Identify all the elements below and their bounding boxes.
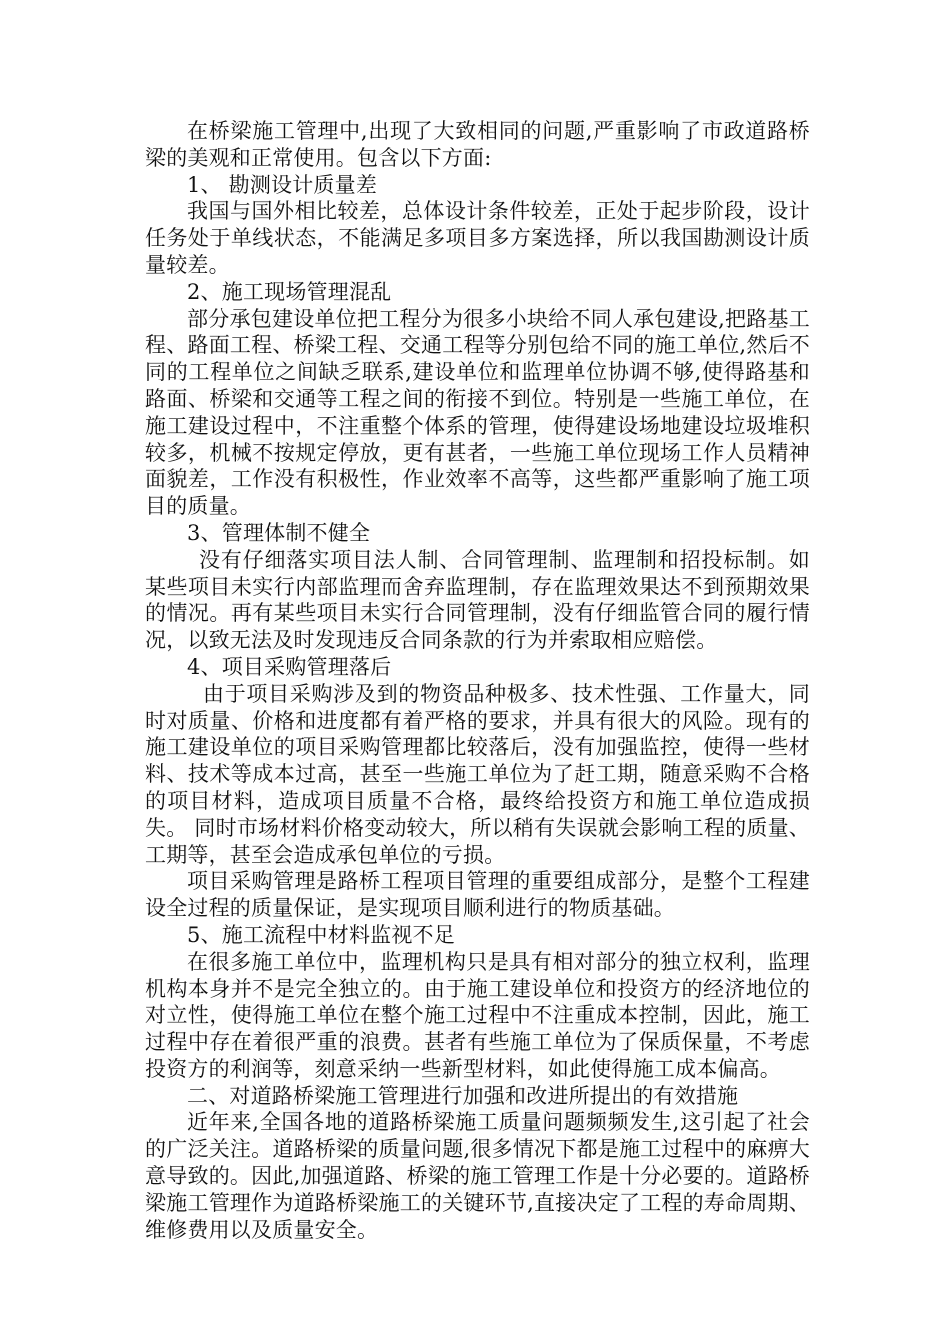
paragraph-section-two: 近年来,全国各地的道路桥梁施工质量问题频频发生,这引起了社会的广泛关注。道路桥梁的质量问题,很多情况下都是施工过程中的麻痹大意导致的。因此,加强道路、桥梁的施工管理工作是十分必要的。道路桥梁施工管理作为道路桥梁施工的关键环节,直接决定了工程的寿命周期、维修费用以及质量安全。 (145, 1110, 810, 1242)
heading-survey-design: 1、 勘测设计质量差 (187, 172, 378, 197)
paragraph-procurement: 由于项目采购涉及到的物资品种极多、技术性强、工作量大，同时对质量、价格和进度都有着严格的要求，并具有很大的风险。现有的施工建设单位的项目采购管理都比较落后，没有加强监控，使得一些材料、技术等成本过高，甚至一些施工单位为了赶工期，随意采购不合格的项目材料，造成项目质量不合格，最终给投资方和施工单位造成损失。 同时市场材料价格变动较大，所以稍有失误就会影响工程的质量、工期等，甚至会造成承包单位的亏损。 (145, 681, 810, 867)
paragraph-material-supervision: 在很多施工单位中，监理机构只是具有相对部分的独立权利，监理机构本身并不是完全独立的。由于施工建设单位和投资方的经济地位的对立性，使得施工单位在整个施工过程中不注重成本控制，因此，施工过程中存在着很严重的浪费。甚者有些施工单位为了保质保量，不考虑投资方的利润等，刻意采纳一些新型材料，如此使得施工成本偏高。 (145, 949, 810, 1081)
paragraph-intro: 在桥梁施工管理中,出现了大致相同的问题,严重影响了市政道路桥梁的美观和正常使用。包含以下方面: (145, 119, 810, 170)
heading-site-management: 2、施工现场管理混乱 (187, 279, 392, 304)
paragraph-survey-design: 我国与国外相比较差，总体设计条件较差，正处于起步阶段，设计任务处于单线状态，不能满足多项目多方案选择，所以我国勘测设计质量较差。 (145, 199, 810, 277)
document-body (145, 118, 810, 1243)
paragraph-procurement-importance: 项目采购管理是路桥工程项目管理的重要组成部分，是整个工程建设全过程的质量保证，是实现项目顺利进行的物质基础。 (145, 869, 810, 921)
paragraph-site-management: 部分承包建设单位把工程分为很多小块给不同人承包建设,把路基工程、路面工程、桥梁工程、交通工程等分别包给不同的施工单位,然后不同的工程单位之间缺乏联系,建设单位和监理单位协调不够,使得路基和路面、桥梁和交通等工程之间的衔接不到位。特别是一些施工单位，在施工建设过程中，不注重整个体系的管理，使得建设场地建设垃圾堆积较多，机械不按规定停放，更有甚者，一些施工单位现场工作人员精神面貌差，工作没有积极性，作业效率不高等，这些都严重影响了施工项目的质量。 (145, 306, 810, 519)
heading-material-supervision: 5、施工流程中材料监视不足 (187, 922, 455, 947)
heading-management-system: 3、管理体制不健全 (187, 520, 371, 545)
heading-section-two: 二、对道路桥梁施工管理进行加强和改进所提出的有效措施 (187, 1083, 739, 1108)
heading-procurement: 4、项目采购管理落后 (187, 654, 392, 679)
paragraph-management-system: 没有仔细落实项目法人制、合同管理制、监理制和招投标制。如某些项目未实行内部监理而舍弃监理制，存在监理效果达不到预期效果的情况。再有某些项目未实行合同管理制，没有仔细监管合同的履行情况，以致无法及时发现违反合同条款的行为并索取相应赔偿。 (145, 547, 810, 653)
